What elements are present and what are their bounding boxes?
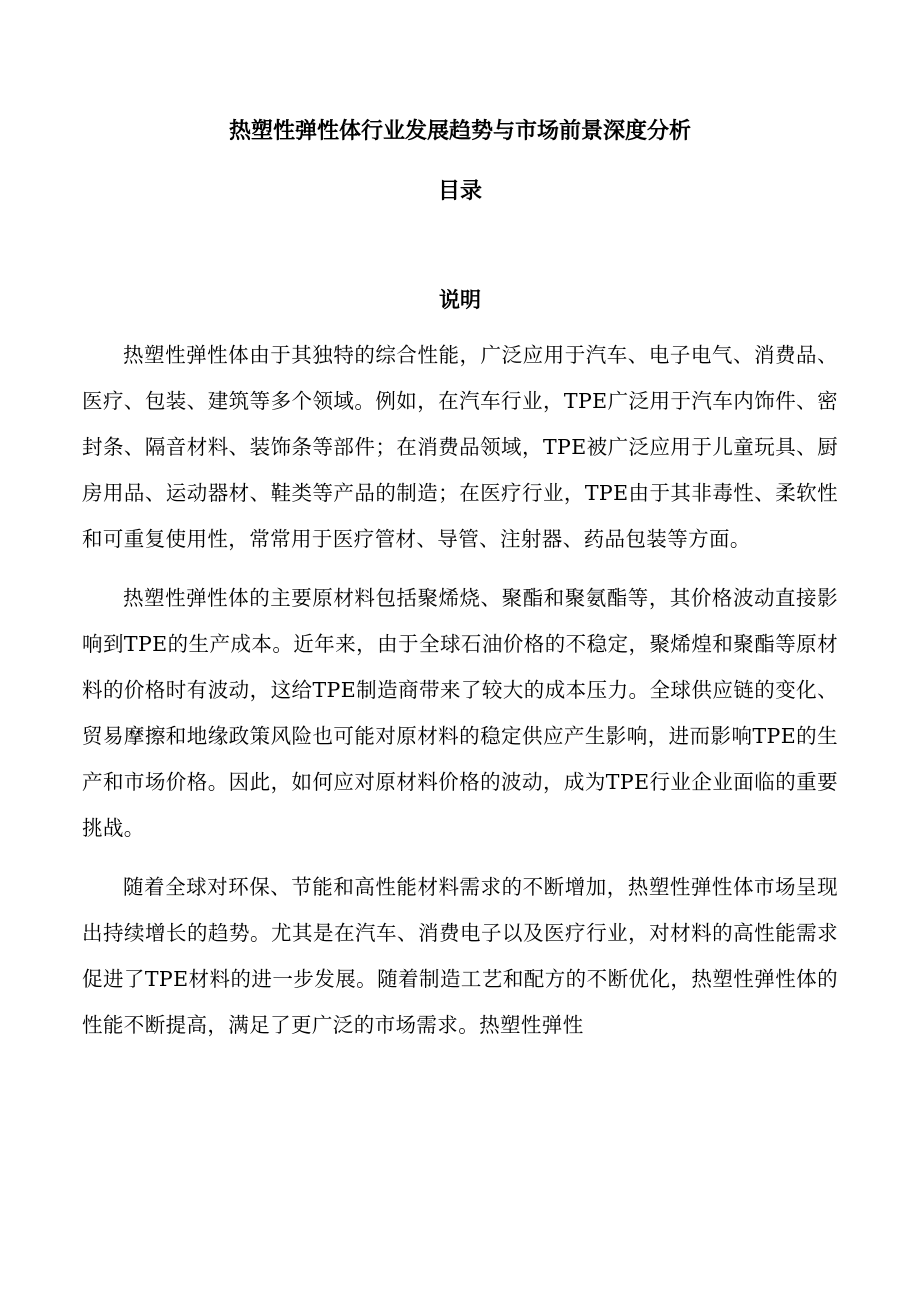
body-text [82,332,838,1061]
toc-heading: 目录 [437,179,482,204]
document-title: 热塑性弹性体行业发展趋势与市场前景深度分析 [228,119,691,144]
paragraph-1: 热塑性弹性体由于其独特的综合性能，广泛应用于汽车、电子电气、消费品、医疗、包装、建筑等多个领域。例如，在汽车行业，TPE广泛用于汽车内饰件、密封条、隔音材料、装饰条等部件；在消费品领域，TPE被广泛应用于儿童玩具、厨房用品、运动器材、鞋类等产品的制造；在医疗行业，TPE由于其非毒性、柔软性和可重复使用性，常常用于医疗管材、导管、注射器、药品包装等方面。 [82,343,838,551]
paragraph-3: 随着全球对环保、节能和高性能材料需求的不断增加，热塑性弹性体市场呈现出持续增长的趋势。尤其是在汽车、消费电子以及医疗行业，对材料的高性能需求促进了TPE材料的进一步发展。随着制造工艺和配方的不断优化，热塑性弹性体的性能不断提高，满足了更广泛的市场需求。热塑性弹性 [82,875,838,1037]
section-heading: 说明 [439,287,481,312]
paragraph-2: 热塑性弹性体的主要原材料包括聚烯烧、聚酯和聚氨酯等，其价格波动直接影响到TPE的生产成本。近年来，由于全球石油价格的不稳定，聚烯煌和聚酯等原材料的价格时有波动，这给TPE制造商带来了较大的成本压力。全球供应链的变化、贸易摩擦和地缘政策风险也可能对原材料的稳定供应产生影响，进而影响TPE的生产和市场价格。因此，如何应对原材料价格的波动，成为TPE行业企业面临的重要挑战。 [82,586,838,840]
